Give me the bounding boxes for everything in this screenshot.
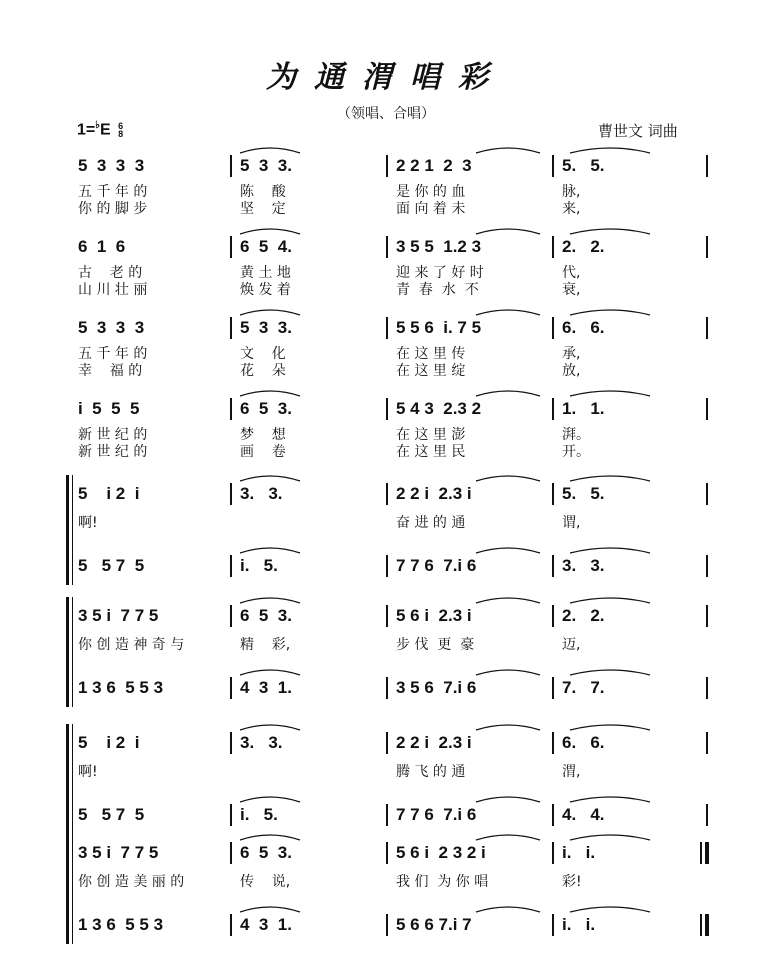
barline [552,317,554,339]
notation-measure [396,236,536,258]
lyric-text: 在 这 里 绽 [396,363,466,379]
notation-text: 5 4 3 2.3 2 [396,399,482,418]
barline [230,555,232,577]
lyric-measure [396,872,536,890]
notation-measure [240,555,355,577]
time-signature [118,122,123,138]
notation-text: 5 5 7 5 [78,556,145,575]
lyric-text: 迈, [562,637,581,653]
barline [230,842,232,864]
lyric-text: 渭, [562,764,581,780]
notation-text: 2. 2. [562,237,605,256]
notation-measure [396,555,536,577]
notation-measure [562,732,662,754]
lyric-measure [562,442,662,460]
notation-measure [78,236,228,258]
lyric-measure [562,280,662,298]
slur-mark [476,476,540,481]
notation-measure [78,732,228,754]
lyric-text: 衰, [562,282,581,298]
notation-measure [562,155,662,177]
song-subtitle: （领唱、合唱） [337,106,435,122]
slur-mark [476,598,540,603]
notation-measure [78,804,228,826]
notation-text: 2 2 i 2.3 i [396,484,472,503]
slur-mark [240,310,300,315]
notation-text: 5 3 3. [240,318,292,337]
barline [706,236,708,258]
system-bracket-line [72,597,73,707]
barline [552,842,554,864]
notation-measure [240,732,355,754]
slur-mark [570,548,650,553]
notation-measure [78,842,228,864]
barline [552,398,554,420]
score-system [0,732,772,842]
lyric-text: 面 向 着 未 [396,201,466,217]
lyric-text: 传 说, [240,874,291,890]
lyric-measure [562,199,662,217]
lyric-text: 啊! [78,764,98,780]
barline [230,236,232,258]
lyric-text: 你 创 造 美 丽 的 [78,874,185,890]
lyric-text: 在 这 里 传 [396,346,466,362]
notation-text: 6 1 6 [78,237,126,256]
lyric-measure [562,361,662,379]
notation-measure [240,842,355,864]
slur-mark [240,598,300,603]
barline [230,398,232,420]
lyric-text: 彩! [562,874,582,890]
notation-measure [78,677,228,699]
barline [706,155,708,177]
notation-text: 7 7 6 7.i 6 [396,805,477,824]
lyric-measure [562,762,662,780]
lyric-text: 五 千 年 的 [78,346,148,362]
notation-text: 7 7 6 7.i 6 [396,556,477,575]
key-note: E [99,121,111,139]
notation-text: 5 6 i 2.3 i [396,606,472,625]
notation-text: 5 6 6 7.i 7 [396,915,472,934]
notation-measure [240,914,355,936]
barline [552,732,554,754]
song-title: 为通渭唱彩 [266,60,506,95]
barline [386,804,388,826]
lyric-text: 坚 定 [240,201,286,217]
notation-text: i. 5. [240,556,278,575]
barline [230,677,232,699]
notation-measure [562,317,662,339]
barline [386,483,388,505]
final-barline-thick [705,842,709,864]
notation-text: 1 3 6 5 5 3 [78,915,164,934]
lyric-text: 精 彩, [240,637,291,653]
notation-measure [240,804,355,826]
barline [230,483,232,505]
lyric-measure [78,762,228,780]
notation-text: 6 5 3. [240,399,292,418]
lyric-measure [78,361,228,379]
notation-measure [396,677,536,699]
notation-text: 2. 2. [562,606,605,625]
slur-mark [570,148,650,153]
notation-text: 3. 3. [240,484,283,503]
barline [706,555,708,577]
barline [552,677,554,699]
notation-measure [240,483,355,505]
slur-mark [476,670,540,675]
barline [386,605,388,627]
lyric-measure [240,762,355,780]
lyric-text: 陈 酸 [240,184,286,200]
barline [230,914,232,936]
lyric-text: 花 朵 [240,363,286,379]
slur-mark [476,391,540,396]
score-system [0,317,772,387]
notation-measure [396,155,536,177]
barline [552,483,554,505]
lyric-text: 湃。 [562,427,590,443]
lyric-text: 青 春 水 不 [396,282,479,298]
lyric-measure [78,513,228,531]
lyric-text: 你 创 造 神 奇 与 [78,637,185,653]
final-barline-thin [700,842,702,864]
notation-text: 6. 6. [562,733,605,752]
lyric-text: 在 这 里 民 [396,444,466,460]
barline [386,398,388,420]
notation-text: 2 2 1 2 3 [396,156,472,175]
notation-text: 1 3 6 5 5 3 [78,678,164,697]
lyric-text: 开。 [562,444,590,460]
notation-text: 5 6 i 2 3 2 i [396,843,486,862]
score-system [0,398,772,468]
lyric-measure [78,635,228,653]
notation-measure [562,605,662,627]
lyric-text: 文 化 [240,346,286,362]
lyric-measure [240,635,355,653]
slur-mark [240,391,300,396]
barline [706,317,708,339]
lyric-measure [562,635,662,653]
lyric-measure [78,199,228,217]
barline [386,236,388,258]
slur-mark [570,670,650,675]
slur-mark [570,476,650,481]
notation-text: i. i. [562,915,596,934]
lyric-text: 是 你 的 血 [396,184,466,200]
lyric-measure [396,513,536,531]
notation-text: 3. 3. [240,733,283,752]
barline [706,732,708,754]
slur-mark [476,548,540,553]
lyric-measure [240,442,355,460]
barline [386,317,388,339]
notation-measure [562,236,662,258]
notation-measure [78,398,228,420]
notation-text: 5 i 2 i [78,733,140,752]
lyric-text: 承, [562,346,581,362]
key-signature [77,120,123,139]
lyric-text: 谓, [562,515,581,531]
barline [386,677,388,699]
slur-mark [570,391,650,396]
slur-mark [476,797,540,802]
notation-measure [78,483,228,505]
barline [386,155,388,177]
lyric-measure [78,872,228,890]
barline [386,555,388,577]
notation-measure [562,677,662,699]
barline [230,804,232,826]
slur-mark [476,229,540,234]
notation-text: 5 3 3. [240,156,292,175]
notation-text: 3 5 5 1.2 3 [396,237,482,256]
system-bracket-line [72,724,73,834]
lyric-measure [396,199,536,217]
barline [386,732,388,754]
lyric-measure [240,513,355,531]
notation-measure [396,804,536,826]
lyric-text: 放, [562,363,581,379]
slur-mark [240,797,300,802]
notation-measure [240,155,355,177]
notation-text: 5 3 3 3 [78,156,145,175]
barline [230,732,232,754]
lyric-measure [396,280,536,298]
notation-measure [562,842,662,864]
notation-text: i. i. [562,843,596,862]
slur-mark [240,907,300,912]
lyric-measure [396,442,536,460]
meter-bottom: 8 [118,129,124,140]
notation-text: 4 3 1. [240,678,292,697]
barline [230,317,232,339]
slur-mark [570,598,650,603]
notation-text: i. 5. [240,805,278,824]
lyric-text: 梦 想 [240,427,286,443]
notation-measure [562,555,662,577]
notation-measure [396,914,536,936]
lyric-text: 奋 进 的 通 [396,515,466,531]
notation-text: 2 2 i 2.3 i [396,733,472,752]
barline [552,605,554,627]
notation-text: 6 5 3. [240,606,292,625]
notation-measure [240,398,355,420]
score-system [0,155,772,225]
lyric-text: 腾 飞 的 通 [396,764,466,780]
lyric-measure [396,635,536,653]
lyric-measure [78,280,228,298]
notation-text: 5 5 7 5 [78,805,145,824]
notation-text: 4. 4. [562,805,605,824]
notation-measure [562,483,662,505]
slur-mark [570,310,650,315]
notation-text: 3 5 i 7 7 5 [78,843,159,862]
meter-top: 6 [118,121,124,132]
lyric-measure [78,442,228,460]
notation-text: 3 5 i 7 7 5 [78,606,159,625]
key-prefix: 1= [77,121,96,139]
lyric-text: 你 的 脚 步 [78,201,148,217]
lyric-text: 迎 来 了 好 时 [396,265,484,281]
notation-text: 5. 5. [562,484,605,503]
final-barline-thin [700,914,702,936]
score-system [0,605,772,715]
barline [706,398,708,420]
slur-mark [240,670,300,675]
slur-mark [570,229,650,234]
notation-text: 6 5 4. [240,237,292,256]
notation-text: 5 5 6 i. 7 5 [396,318,482,337]
lyric-measure [240,361,355,379]
barline [552,914,554,936]
slur-mark [240,148,300,153]
lyric-text: 脉, [562,184,581,200]
notation-measure [78,605,228,627]
lyric-text: 山 川 壮 丽 [78,282,148,298]
barline [706,605,708,627]
slur-mark [476,310,540,315]
notation-text: 5. 5. [562,156,605,175]
notation-measure [78,155,228,177]
lyric-text: 新 世 纪 的 [78,444,148,460]
slur-mark [476,725,540,730]
lyric-text: 在 这 里 澎 [396,427,466,443]
slur-mark [240,548,300,553]
system-bracket [66,475,69,585]
lyric-measure [240,199,355,217]
lyric-text: 代, [562,265,581,281]
barline [706,804,708,826]
slur-mark [240,725,300,730]
notation-text: i 5 5 5 [78,399,140,418]
notation-measure [240,605,355,627]
notation-measure [78,317,228,339]
notation-measure [240,677,355,699]
notation-measure [562,804,662,826]
lyric-text: 我 们 为 你 唱 [396,874,489,890]
slur-mark [240,476,300,481]
lyric-text: 五 千 年 的 [78,184,148,200]
lyric-text: 步 伐 更 豪 [396,637,475,653]
lyric-text: 来, [562,201,581,217]
notation-measure [396,732,536,754]
barline [230,155,232,177]
lyric-text: 新 世 纪 的 [78,427,148,443]
barline [552,155,554,177]
barline [386,842,388,864]
score-system [0,236,772,306]
barline [230,605,232,627]
barline [552,804,554,826]
lyric-text: 啊! [78,515,98,531]
score-system [0,483,772,593]
lyric-text: 画 卷 [240,444,286,460]
notation-measure [396,317,536,339]
slur-mark [570,797,650,802]
lyric-measure [396,361,536,379]
final-barline-thick [705,914,709,936]
notation-measure [562,914,662,936]
barline [706,483,708,505]
slur-mark [570,725,650,730]
lyric-measure [396,762,536,780]
notation-measure [240,317,355,339]
system-bracket [66,724,69,834]
barline [386,914,388,936]
lyric-text: 黄 土 地 [240,265,291,281]
slur-mark [476,907,540,912]
notation-text: 5 i 2 i [78,484,140,503]
flat-sign: ♭ [95,120,100,131]
barline [552,555,554,577]
system-bracket [66,834,69,944]
notation-text: 6 5 3. [240,843,292,862]
notation-measure [240,236,355,258]
lyric-text: 焕 发 着 [240,282,291,298]
notation-measure [562,398,662,420]
notation-text: 1. 1. [562,399,605,418]
author-credit: 曹世文 词曲 [598,122,678,140]
notation-text: 7. 7. [562,678,605,697]
notation-text: 5 3 3 3 [78,318,145,337]
notation-measure [78,914,228,936]
system-bracket-line [72,834,73,944]
slur-mark [476,148,540,153]
system-bracket-line [72,475,73,585]
barline [552,236,554,258]
notation-text: 3 5 6 7.i 6 [396,678,477,697]
notation-measure [396,483,536,505]
notation-text: 6. 6. [562,318,605,337]
lyric-text: 幸 福 的 [78,363,143,379]
slur-mark [570,907,650,912]
lyric-text: 古 老 的 [78,265,143,281]
lyric-measure [240,872,355,890]
lyric-measure [240,280,355,298]
notation-measure [396,842,536,864]
barline [706,677,708,699]
notation-text: 3. 3. [562,556,605,575]
lyric-measure [562,872,662,890]
notation-measure [396,398,536,420]
notation-measure [396,605,536,627]
system-bracket [66,597,69,707]
score-system [0,842,772,952]
notation-text: 4 3 1. [240,915,292,934]
slur-mark [240,229,300,234]
notation-measure [78,555,228,577]
lyric-measure [562,513,662,531]
